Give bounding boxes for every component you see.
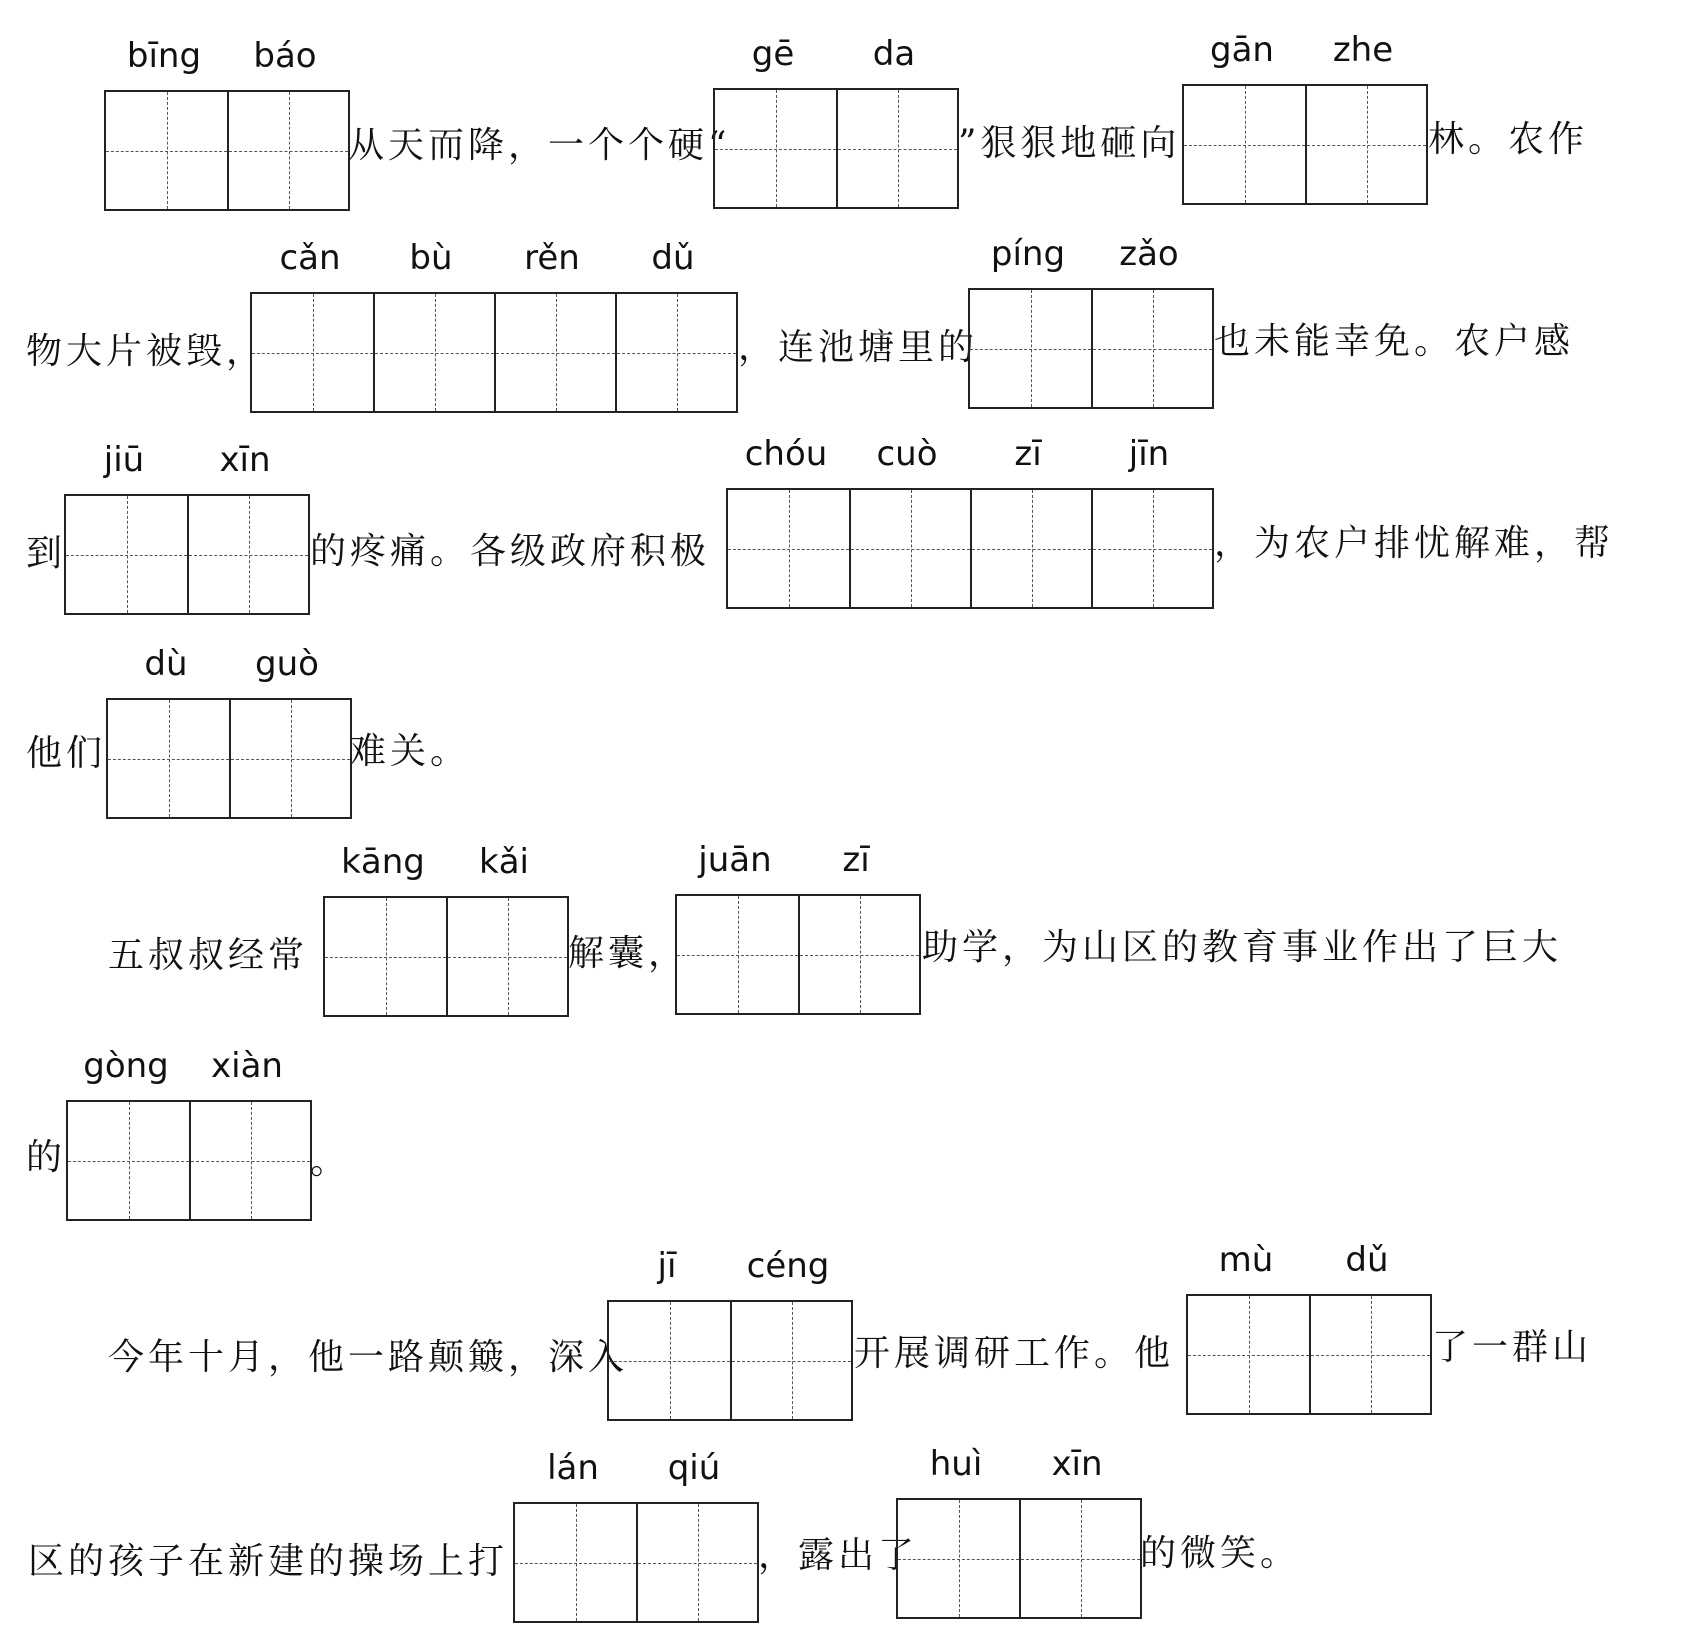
writing-cell[interactable]	[494, 294, 615, 411]
writing-cell[interactable]	[68, 1102, 189, 1219]
pinyin: bīng	[126, 36, 202, 76]
writing-cell[interactable]	[325, 898, 446, 1015]
writing-cell[interactable]	[227, 92, 348, 209]
pinyin: dǔ	[651, 238, 695, 278]
writing-cell[interactable]	[515, 1504, 636, 1621]
writing-cell[interactable]	[836, 90, 957, 207]
pinyin: gē	[751, 34, 795, 74]
writing-boxes	[323, 896, 569, 1017]
writing-cell[interactable]	[1188, 1296, 1309, 1413]
sentence-text: 。	[310, 1141, 351, 1182]
pinyin: huì	[929, 1444, 983, 1484]
writing-boxes	[896, 1498, 1142, 1619]
pinyin: céng	[746, 1246, 830, 1286]
pinyin: mù	[1218, 1240, 1274, 1280]
writing-cell[interactable]	[798, 896, 919, 1013]
pinyin: xiàn	[211, 1046, 283, 1086]
pinyin: zhe	[1332, 30, 1394, 70]
writing-cell[interactable]	[849, 490, 970, 607]
sentence-text: 难关。	[350, 731, 471, 772]
pinyin: gòng	[83, 1046, 169, 1086]
pinyin: juān	[698, 840, 772, 880]
sentence-text: 助学，为山区的教育事业作出了巨大	[922, 927, 1563, 968]
pinyin: zī	[842, 840, 870, 880]
writing-boxes	[513, 1502, 759, 1623]
writing-cell[interactable]	[677, 896, 798, 1013]
pinyin: rěn	[524, 238, 580, 278]
writing-cell[interactable]	[1305, 86, 1426, 203]
writing-cell[interactable]	[1091, 290, 1212, 407]
sentence-text: 区的孩子在新建的操场上打	[28, 1541, 509, 1582]
pinyin: lán	[547, 1448, 599, 1488]
sentence-text: ，露出了	[758, 1535, 919, 1576]
sentence-text: 他们	[26, 733, 107, 774]
pinyin: dù	[144, 644, 188, 684]
writing-cell[interactable]	[106, 92, 227, 209]
sentence-text: 到	[26, 533, 67, 574]
writing-boxes	[726, 488, 1214, 609]
sentence-text: ，为农户排忧解难，帮	[1214, 523, 1615, 564]
pinyin: zī	[1014, 434, 1042, 474]
writing-cell[interactable]	[730, 1302, 851, 1419]
pinyin: píng	[990, 234, 1066, 274]
pinyin: gān	[1210, 30, 1274, 70]
sentence-text: 从天而降，一个个硬“	[348, 125, 731, 166]
pinyin: kǎi	[479, 842, 529, 882]
pinyin: báo	[253, 36, 317, 76]
pinyin: guò	[255, 644, 319, 684]
writing-cell[interactable]	[187, 496, 308, 613]
pinyin: xīn	[219, 440, 271, 480]
writing-cell[interactable]	[229, 700, 350, 817]
writing-cell[interactable]	[715, 90, 836, 207]
sentence-text: 开展调研工作。他	[854, 1333, 1175, 1374]
pinyin: cǎn	[279, 238, 341, 278]
writing-cell[interactable]	[898, 1500, 1019, 1617]
pinyin: dǔ	[1345, 1240, 1389, 1280]
sentence-text: 物大片被毁，	[26, 331, 267, 372]
pinyin: jī	[657, 1246, 677, 1286]
writing-boxes	[713, 88, 959, 209]
writing-cell[interactable]	[189, 1102, 310, 1219]
writing-boxes	[66, 1100, 312, 1221]
writing-cell[interactable]	[252, 294, 373, 411]
sentence-text: 的疼痛。各级政府积极	[310, 531, 711, 572]
writing-boxes	[968, 288, 1214, 409]
pinyin: bù	[409, 238, 453, 278]
pinyin: qiú	[667, 1448, 721, 1488]
sentence-text: 林。农作	[1428, 119, 1589, 160]
writing-cell[interactable]	[108, 700, 229, 817]
pinyin: xīn	[1051, 1444, 1103, 1484]
writing-cell[interactable]	[373, 294, 494, 411]
pinyin: jīn	[1128, 434, 1170, 474]
writing-cell[interactable]	[1309, 1296, 1430, 1413]
pinyin: kāng	[341, 842, 425, 882]
writing-cell[interactable]	[66, 496, 187, 613]
writing-boxes	[250, 292, 738, 413]
pinyin: zǎo	[1119, 234, 1179, 274]
writing-cell[interactable]	[1019, 1500, 1140, 1617]
sentence-text: ”狠狠地砸向	[958, 123, 1181, 164]
pinyin: jiū	[103, 440, 145, 480]
pinyin: chóu	[744, 434, 828, 474]
writing-cell[interactable]	[636, 1504, 757, 1621]
writing-cell[interactable]	[1091, 490, 1212, 607]
sentence-text: 也未能幸免。农户感	[1214, 321, 1575, 362]
pinyin: cuò	[876, 434, 938, 474]
writing-cell[interactable]	[970, 290, 1091, 407]
writing-cell[interactable]	[446, 898, 567, 1015]
writing-boxes	[106, 698, 352, 819]
writing-cell[interactable]	[615, 294, 736, 411]
writing-cell[interactable]	[609, 1302, 730, 1419]
sentence-text: 解囊，	[568, 933, 689, 974]
sentence-text: ，连池塘里的	[738, 327, 979, 368]
writing-boxes	[64, 494, 310, 615]
sentence-text: 今年十月，他一路颠簸，深入	[108, 1337, 629, 1378]
writing-boxes	[675, 894, 921, 1015]
writing-cell[interactable]	[1184, 86, 1305, 203]
writing-boxes	[1186, 1294, 1432, 1415]
writing-cell[interactable]	[728, 490, 849, 607]
sentence-text: 了一群山	[1432, 1327, 1593, 1368]
writing-boxes	[607, 1300, 853, 1421]
writing-boxes	[104, 90, 350, 211]
sentence-text: 五叔叔经常	[108, 935, 309, 976]
writing-boxes	[1182, 84, 1428, 205]
sentence-text: 的微笑。	[1140, 1533, 1301, 1574]
writing-cell[interactable]	[970, 490, 1091, 607]
sentence-text: 的	[26, 1137, 67, 1178]
pinyin: da	[872, 34, 916, 74]
